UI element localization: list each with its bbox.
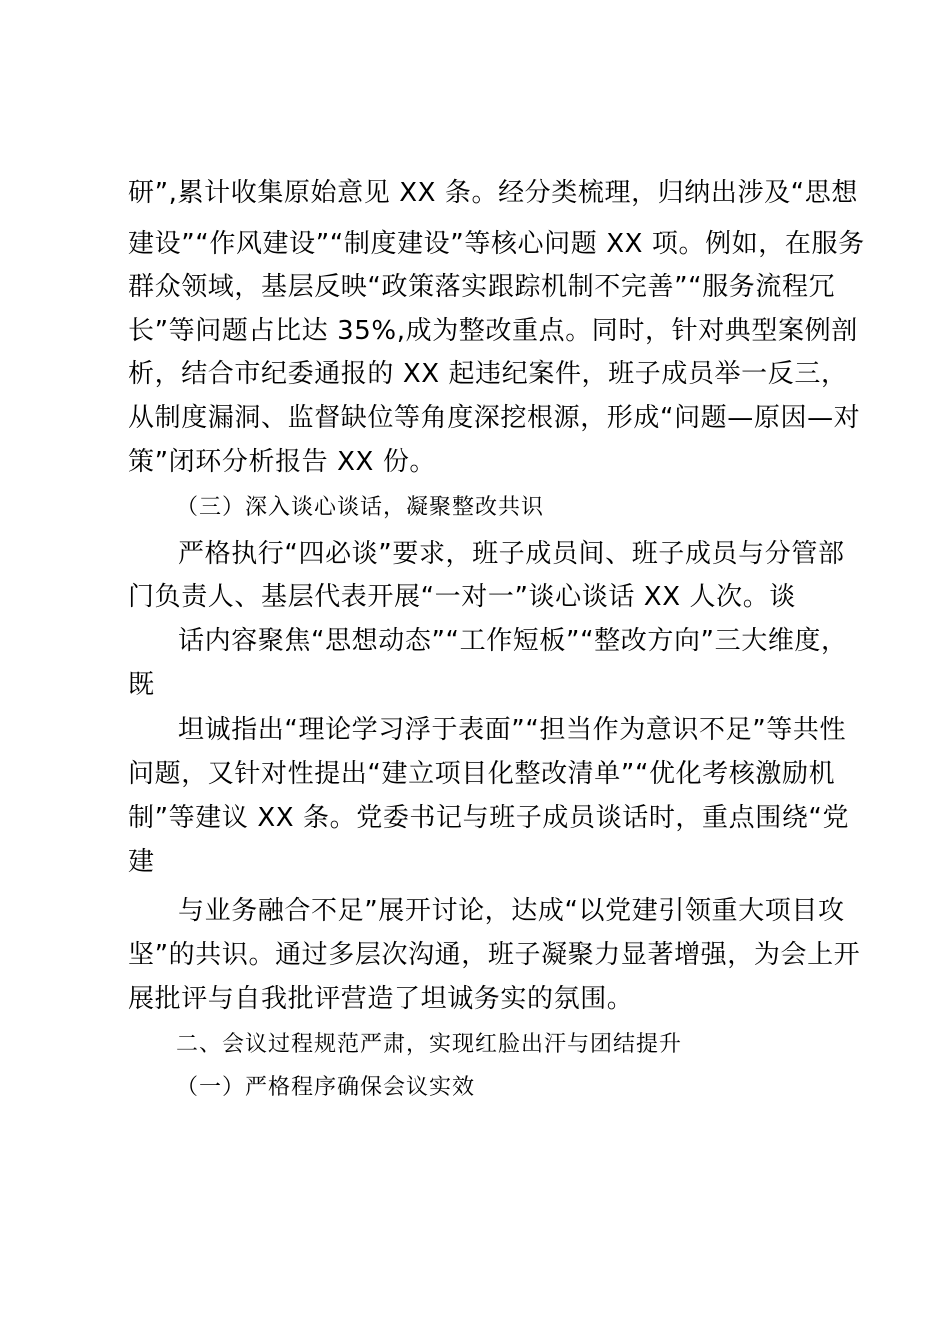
- body-text-line: 制”等建议 XX 条。党委书记与班子成员谈话时，重点围绕“党: [128, 803, 850, 833]
- section-heading: （三）深入谈心谈话，凝聚整改共识: [176, 495, 545, 520]
- body-text-line: 长”等问题占比达 35%,成为整改重点。同时，针对典型案例剖: [128, 316, 858, 346]
- body-text-line: 展批评与自我批评营造了坦诚务实的氛围。: [128, 984, 634, 1014]
- section-heading: 二、会议过程规范严肃，实现红脸出汗与团结提升: [176, 1032, 683, 1057]
- body-text-line: 群众领域，基层反映“政策落实跟踪机制不完善”“服务流程冗: [128, 272, 836, 302]
- body-text-line: 析，结合市纪委通报的 XX 起违纪案件，班子成员举一反三，: [128, 359, 848, 389]
- body-text-line: 与业务融合不足”展开讨论，达成“以党建引领重大项目攻: [178, 896, 845, 926]
- body-text-line: 问题，又针对性提出“建立项目化整改清单”“优化考核激励机: [128, 759, 836, 789]
- body-text-line: 从制度漏洞、监督缺位等角度深挖根源，形成“问题—原因—对: [128, 403, 861, 433]
- body-text-line: 建: [128, 847, 155, 877]
- body-text-line: 坚”的共识。通过多层次沟通，班子凝聚力显著增强，为会上开: [128, 940, 861, 970]
- body-text-line: 既: [128, 670, 155, 700]
- body-text-line: 门负责人、基层代表开展“一对一”谈心谈话 XX 人次。谈: [128, 582, 796, 612]
- body-text-line: 建设”“作风建设”“制度建设”等核心问题 XX 项。例如，在服务: [128, 229, 865, 259]
- body-text-line: 严格执行“四必谈”要求，班子成员间、班子成员与分管部: [178, 539, 845, 569]
- body-text-line: 研”,累计收集原始意见 XX 条。经分类梳理，归纳出涉及“思想: [128, 178, 858, 208]
- body-text-line: 策”闭环分析报告 XX 份。: [128, 447, 437, 477]
- subsection-heading: （一）严格程序确保会议实效: [176, 1075, 476, 1100]
- body-text-line: 坦诚指出“理论学习浮于表面”“担当作为意识不足”等共性: [178, 715, 847, 745]
- body-text-line: 话内容聚焦“思想动态”“工作短板”“整改方向”三大维度，: [178, 626, 848, 656]
